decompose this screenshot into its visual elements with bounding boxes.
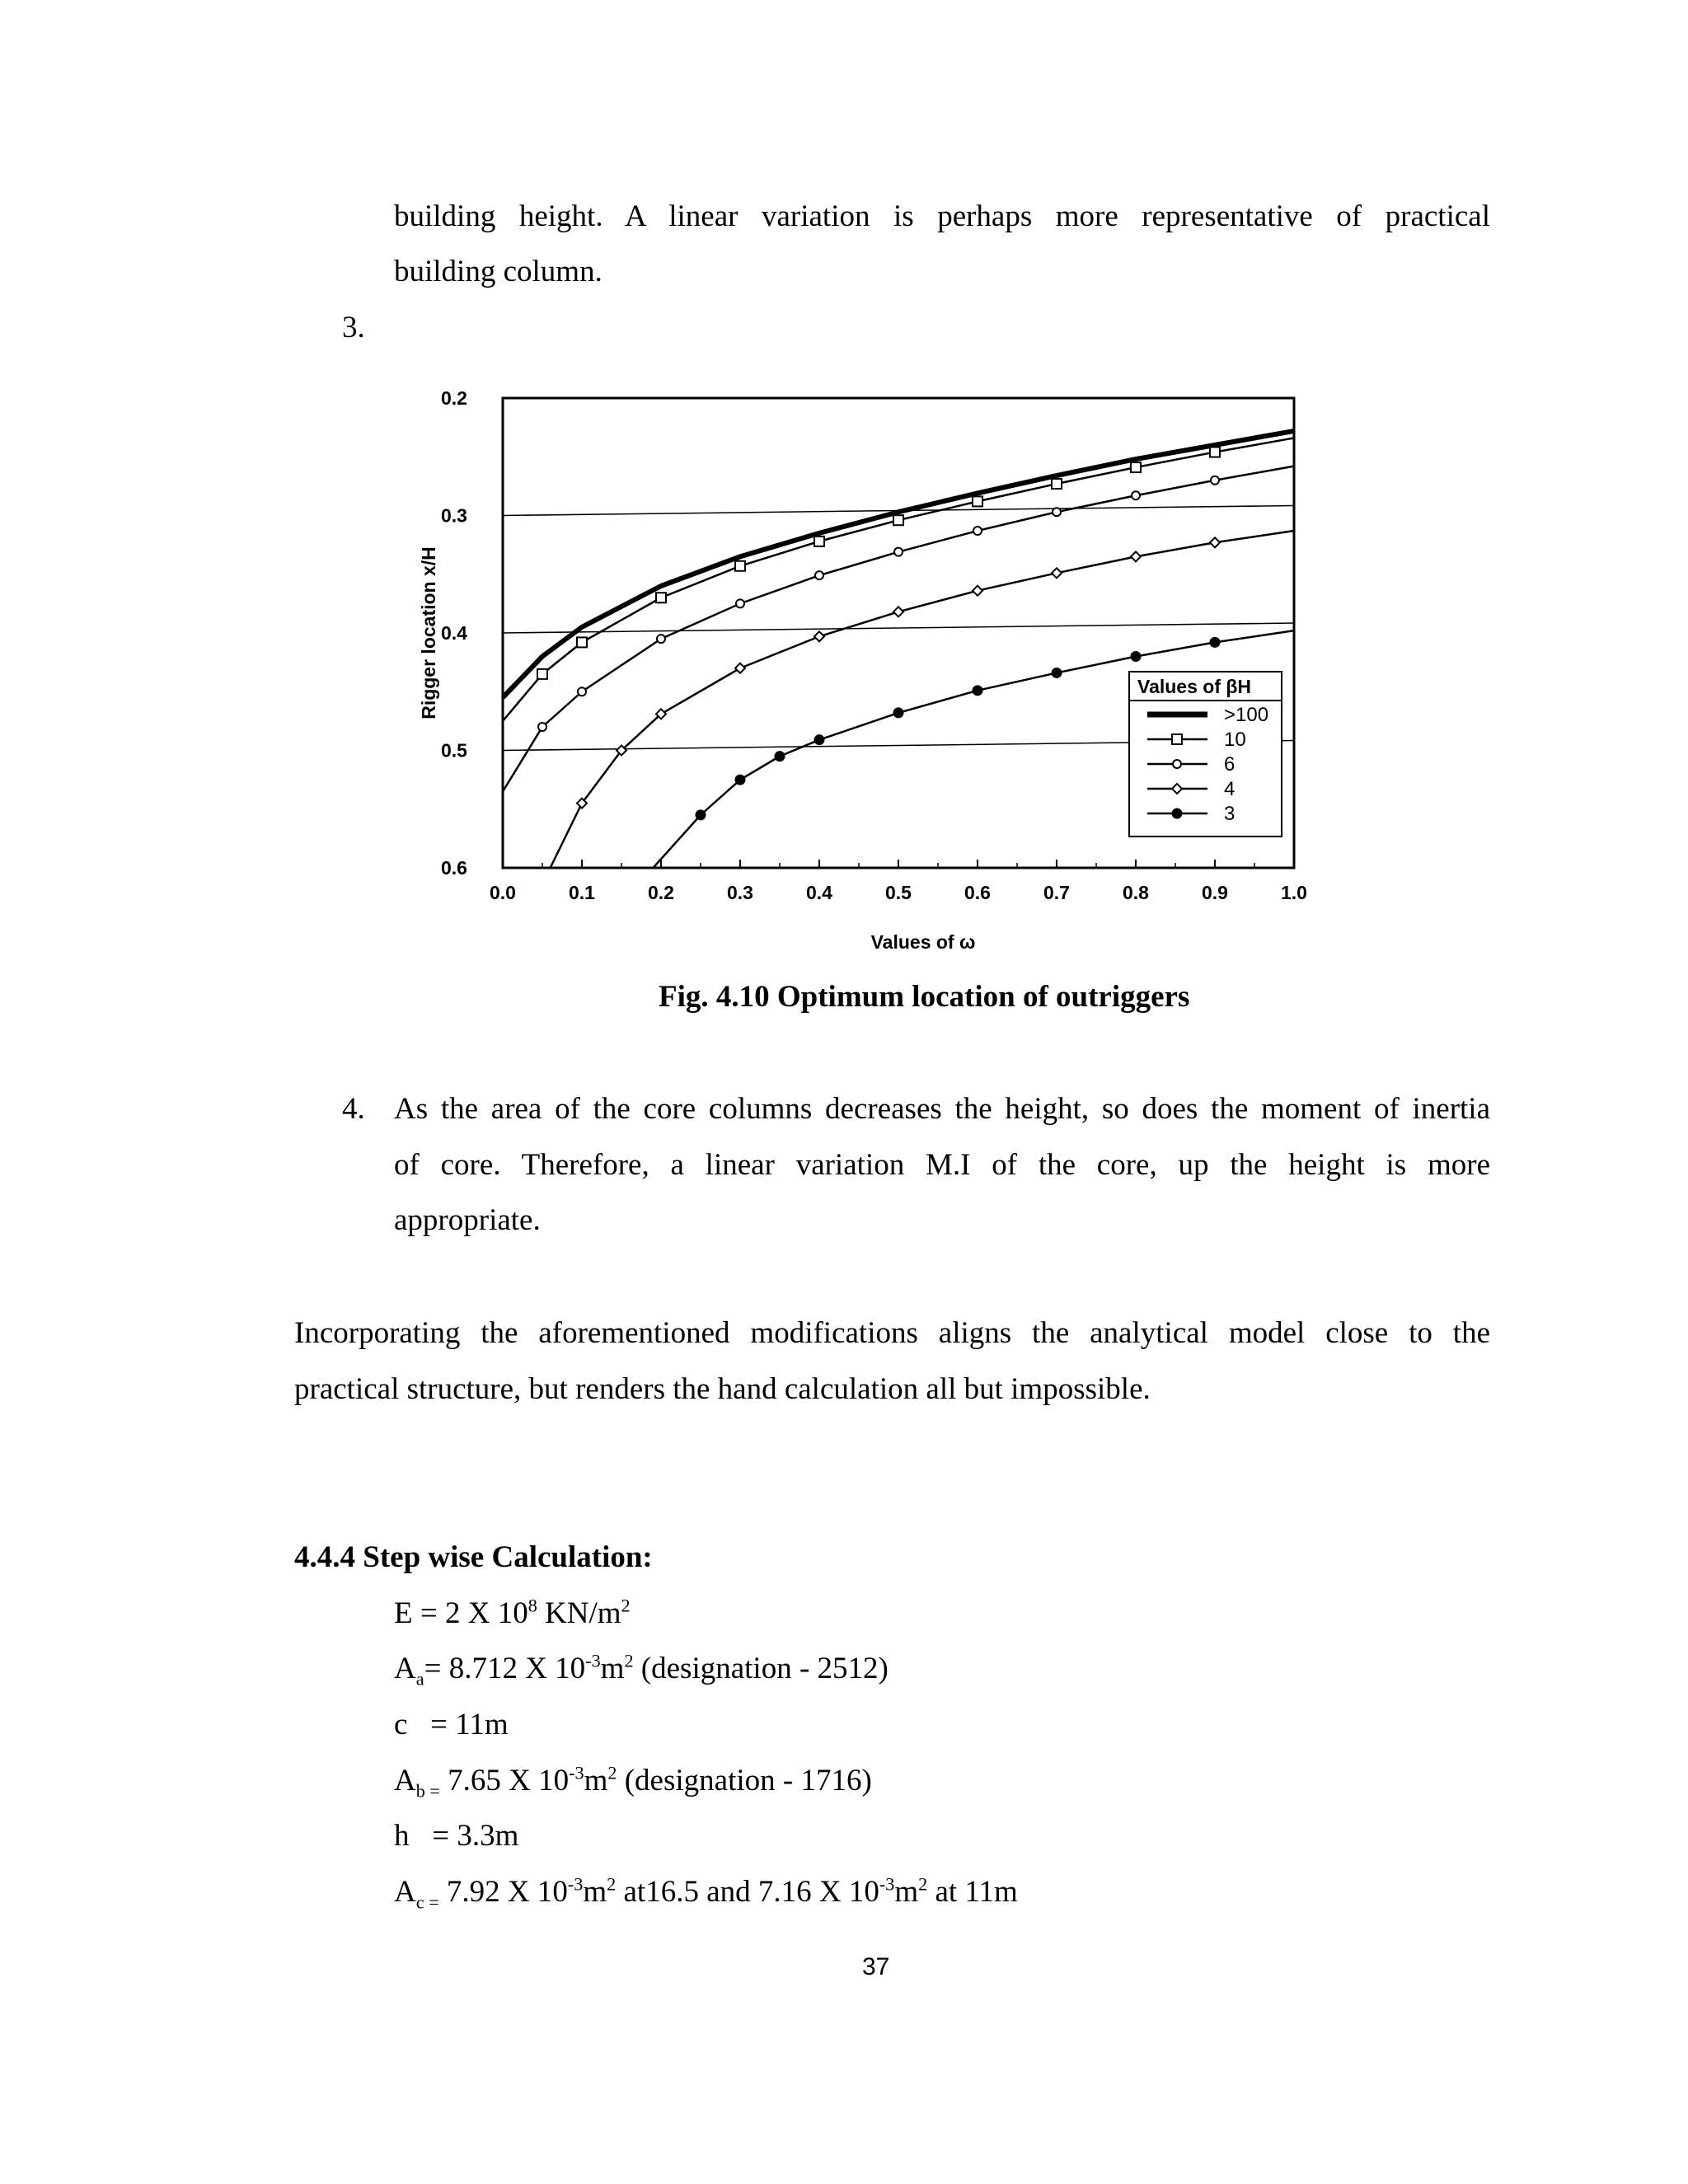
series-point-3-6 bbox=[893, 607, 903, 616]
list-number-4: 4. bbox=[342, 1092, 365, 1126]
x-tick-label-2: 0.2 bbox=[648, 882, 674, 903]
x-tick-label-0: 0.0 bbox=[490, 882, 516, 903]
legend-label-1: 10 bbox=[1224, 729, 1246, 751]
calc-aa bbox=[394, 1650, 889, 1690]
figure-caption: Fig. 4.10 Optimum location of outriggers bbox=[659, 980, 1190, 1014]
calc-ac-sub: c = bbox=[415, 1891, 439, 1913]
legend-marker-2 bbox=[1173, 760, 1181, 768]
calc-ac bbox=[394, 1873, 1018, 1913]
calc-e-unit: KN/m bbox=[537, 1596, 621, 1630]
calc-ac-end: at 11m bbox=[927, 1875, 1018, 1909]
series-point-1-3 bbox=[656, 593, 666, 602]
series-point-3-9 bbox=[1131, 551, 1141, 561]
calc-aa-exp: -3 bbox=[585, 1650, 601, 1671]
series-point-2-8 bbox=[1053, 508, 1061, 516]
y-tick-label-1: 0.3 bbox=[441, 504, 467, 527]
series-point-1-1 bbox=[537, 669, 547, 679]
series-point-4-6 bbox=[973, 686, 982, 696]
series-point-3-10 bbox=[1210, 537, 1220, 547]
calc-ab-unit: m bbox=[584, 1764, 608, 1797]
item4-line-1: As the area of the core columns decreases the height, so does the moment of inertia bbox=[394, 1092, 1490, 1126]
series-point-4-7 bbox=[1052, 668, 1062, 677]
legend-marker-4 bbox=[1172, 808, 1182, 818]
series-line-0 bbox=[503, 431, 1294, 697]
calc-ac-unit2-exp: 2 bbox=[918, 1873, 928, 1895]
calc-e-unit-exp: 2 bbox=[621, 1595, 631, 1616]
intro-line-2: building column. bbox=[394, 255, 603, 288]
x-tick-label-10: 1.0 bbox=[1281, 882, 1307, 903]
calc-ab-unit-exp: 2 bbox=[607, 1762, 617, 1783]
calc-aa-desig: (designation - 2512) bbox=[633, 1652, 889, 1685]
series-point-1-5 bbox=[814, 537, 824, 546]
series-point-2-4 bbox=[736, 599, 744, 607]
series-point-4-8 bbox=[1131, 652, 1141, 662]
legend-label-0: >100 bbox=[1224, 704, 1269, 726]
series-point-2-6 bbox=[894, 548, 903, 556]
series-point-2-3 bbox=[657, 635, 665, 643]
series-point-1-9 bbox=[1131, 462, 1141, 472]
y-tick-label-3: 0.5 bbox=[441, 739, 467, 762]
series-point-3-8 bbox=[1052, 568, 1062, 578]
y-axis-label: Rigger location x/H bbox=[418, 546, 439, 719]
x-tick-label-5: 0.5 bbox=[885, 882, 912, 903]
series-point-2-2 bbox=[578, 687, 586, 696]
legend-label-4: 3 bbox=[1224, 803, 1236, 825]
item4-line-3: appropriate. bbox=[394, 1203, 541, 1237]
calc-aa-text: = 8.712 X 10 bbox=[424, 1652, 586, 1685]
y-tick-label-0: 0.2 bbox=[441, 387, 467, 409]
series-point-1-2 bbox=[577, 637, 587, 647]
legend-label-2: 6 bbox=[1224, 753, 1236, 776]
series-point-2-10 bbox=[1211, 476, 1219, 485]
calc-ac-exp2: -3 bbox=[879, 1873, 895, 1895]
series-point-4-2 bbox=[735, 775, 745, 785]
y-tick-label-2: 0.4 bbox=[441, 622, 467, 644]
outrigger-chart bbox=[387, 359, 1352, 964]
series-point-4-1 bbox=[696, 810, 706, 820]
legend-title: Values of βH bbox=[1137, 676, 1252, 697]
section-heading: 4.4.4 Step wise Calculation: bbox=[294, 1540, 653, 1574]
chart-svg bbox=[387, 359, 1352, 964]
calc-aa-sub: a bbox=[415, 1668, 424, 1690]
calc-ac-sym: A bbox=[394, 1875, 416, 1909]
para-line-2: practical structure, but renders the hand calculation all but impossible. bbox=[294, 1372, 1151, 1406]
calc-ac-exp: -3 bbox=[567, 1873, 584, 1895]
x-axis-label: Values of ω bbox=[870, 931, 976, 953]
series-point-1-4 bbox=[735, 561, 745, 571]
series-point-2-9 bbox=[1132, 491, 1140, 499]
series-point-4-5 bbox=[893, 708, 903, 718]
x-tick-label-9: 0.9 bbox=[1202, 882, 1228, 903]
calc-ab bbox=[394, 1762, 872, 1802]
calc-ac-unit2: m bbox=[894, 1875, 919, 1909]
calc-ab-exp: -3 bbox=[569, 1762, 584, 1783]
series-point-2-7 bbox=[973, 527, 982, 535]
page-number: 37 bbox=[862, 1953, 890, 1980]
calc-e-exp: 8 bbox=[528, 1595, 537, 1616]
calc-ab-sub: b = bbox=[415, 1780, 440, 1802]
intro-line-1: building height. A linear variation is perhaps more representative of practical bbox=[394, 199, 1490, 233]
series-point-2-5 bbox=[815, 571, 823, 579]
x-tick-label-7: 0.7 bbox=[1043, 882, 1070, 903]
item4-line-2: of core. Therefore, a linear variation M.I of the core, up the height is more bbox=[394, 1148, 1490, 1182]
series-point-4-9 bbox=[1210, 637, 1220, 647]
calc-ac-mid: at16.5 and 7.16 X 10 bbox=[616, 1875, 879, 1909]
series-point-4-3 bbox=[775, 752, 785, 762]
calc-e-text: E = 2 X 10 bbox=[394, 1596, 528, 1630]
calc-ac-text: 7.92 X 10 bbox=[438, 1875, 568, 1909]
calc-ac-unit: m bbox=[583, 1875, 607, 1909]
x-tick-label-6: 0.6 bbox=[964, 882, 991, 903]
reference-line-1 bbox=[503, 623, 1294, 633]
calc-c: c = 11m bbox=[394, 1708, 509, 1741]
x-tick-label-4: 0.4 bbox=[806, 882, 832, 903]
calc-ab-text: 7.65 X 10 bbox=[439, 1764, 570, 1797]
series-point-2-1 bbox=[538, 723, 546, 731]
para-line-1: Incorporating the aforementioned modifications aligns the analytical model close to the bbox=[294, 1316, 1490, 1350]
calc-ab-sym: A bbox=[394, 1764, 416, 1797]
legend-label-3: 4 bbox=[1224, 778, 1236, 800]
calc-ab-desig: (designation - 1716) bbox=[617, 1764, 872, 1797]
list-number-3: 3. bbox=[342, 311, 365, 344]
calc-h: h = 3.3m bbox=[394, 1819, 519, 1853]
calc-aa-unit-exp: 2 bbox=[624, 1650, 634, 1671]
legend-marker-1 bbox=[1172, 734, 1182, 744]
series-point-4-4 bbox=[814, 735, 824, 745]
calc-aa-sym: A bbox=[394, 1652, 416, 1685]
series-point-1-8 bbox=[1052, 479, 1062, 489]
series-point-1-6 bbox=[893, 515, 903, 525]
series-point-3-7 bbox=[973, 586, 982, 596]
series-point-3-5 bbox=[814, 631, 824, 641]
x-tick-label-3: 0.3 bbox=[727, 882, 753, 903]
calc-e bbox=[394, 1596, 631, 1632]
x-tick-label-1: 0.1 bbox=[569, 882, 595, 903]
x-tick-label-8: 0.8 bbox=[1123, 882, 1149, 903]
calc-ac-unit-exp: 2 bbox=[607, 1873, 617, 1895]
series-point-1-10 bbox=[1210, 448, 1220, 457]
y-tick-label-4: 0.6 bbox=[441, 857, 467, 879]
series-point-1-7 bbox=[973, 496, 982, 506]
series-point-3-4 bbox=[735, 663, 745, 673]
calc-aa-unit: m bbox=[600, 1652, 625, 1685]
